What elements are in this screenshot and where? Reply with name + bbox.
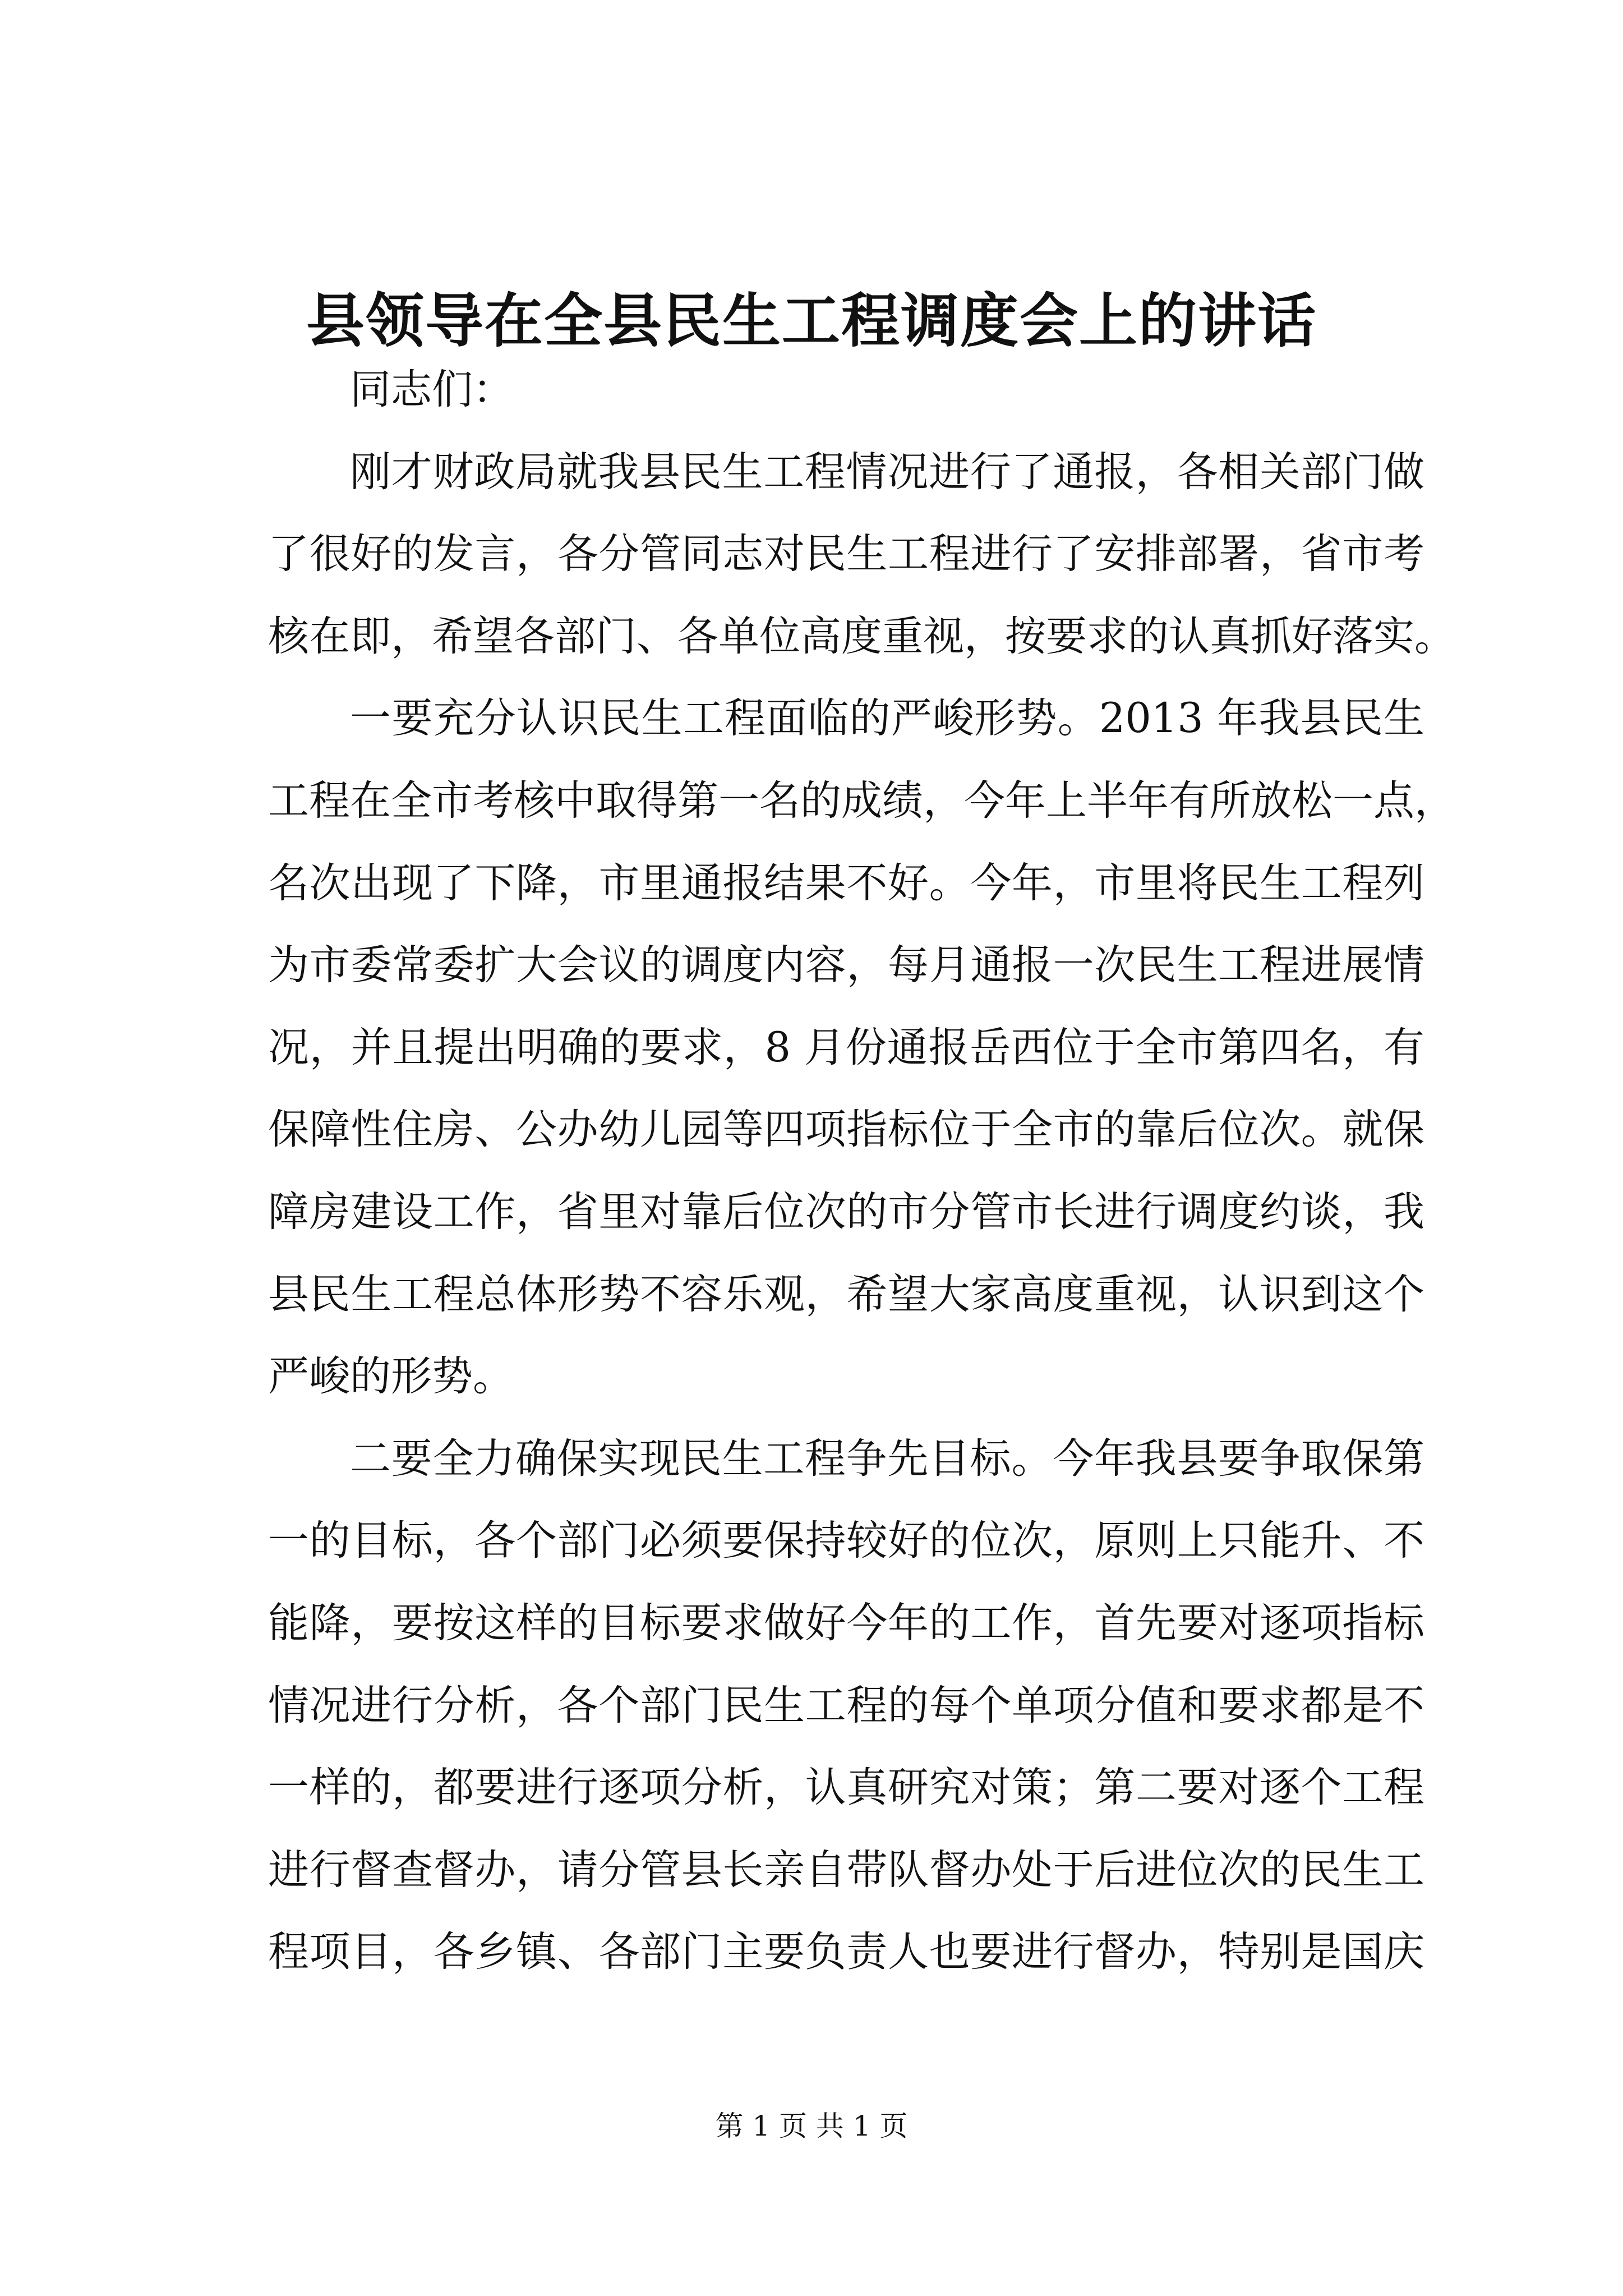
paragraph-line: 能降，要按这样的目标要求做好今年的工作，首先要对逐项指标 <box>268 1599 1424 1647</box>
document-body <box>268 349 1455 1994</box>
paragraph-line: 二要全力确保实现民生工程争先目标。今年我县要争取保第 <box>350 1434 1424 1483</box>
salutation-line: 同志们： <box>350 366 514 413</box>
paragraph-line: 障房建设工作，省里对靠后位次的市分管市长进行调度约谈，我 <box>268 1188 1424 1236</box>
paragraph-line: 况，并且提出明确的要求，8 月份通报岳西位于全市第四名，有 <box>268 1023 1424 1071</box>
paragraph-line: 一要充分认识民生工程面临的严峻形势。2013 年我县民生 <box>350 694 1424 743</box>
paragraph-line: 名次出现了下降，市里通报结果不好。今年，市里将民生工程列 <box>268 859 1424 907</box>
paragraph-line: 一的目标，各个部门必须要保持较好的位次，原则上只能升、不 <box>268 1517 1424 1565</box>
paragraph-line: 了很好的发言，各分管同志对民生工程进行了安排部署，省市考 <box>268 530 1424 578</box>
paragraph-line: 进行督查督办，请分管县长亲自带队督办处于后进位次的民生工 <box>268 1846 1424 1894</box>
paragraph-line: 保障性住房、公办幼儿园等四项指标位于全市的靠后位次。就保 <box>268 1106 1424 1154</box>
paragraph-line: 一样的，都要进行逐项分析，认真研究对策；第二要对逐个工程 <box>268 1764 1424 1812</box>
page-footer: 第 1 页 共 1 页 <box>715 2110 908 2142</box>
paragraph-line: 情况进行分析，各个部门民生工程的每个单项分值和要求都是不 <box>268 1681 1424 1729</box>
paragraph-line: 核在即，希望各部门、各单位高度重视，按要求的认真抓好落实。 <box>268 612 1455 660</box>
document-title: 县领导在全县民生工程调度会上的讲话 <box>306 286 1317 355</box>
paragraph-line: 刚才财政局就我县民生工程情况进行了通报，各相关部门做 <box>350 448 1424 496</box>
paragraph-line: 为市委常委扩大会议的调度内容，每月通报一次民生工程进展情 <box>268 941 1424 990</box>
paragraph-line: 县民生工程总体形势不容乐观，希望大家高度重视，认识到这个 <box>268 1270 1424 1318</box>
paragraph-line: 严峻的形势。 <box>268 1352 514 1401</box>
paragraph-line: 程项目，各乡镇、各部门主要负责人也要进行督办，特别是国庆 <box>268 1928 1424 1976</box>
paragraph-line: 工程在全市考核中取得第一名的成绩，今年上半年有所放松一点， <box>268 776 1455 825</box>
